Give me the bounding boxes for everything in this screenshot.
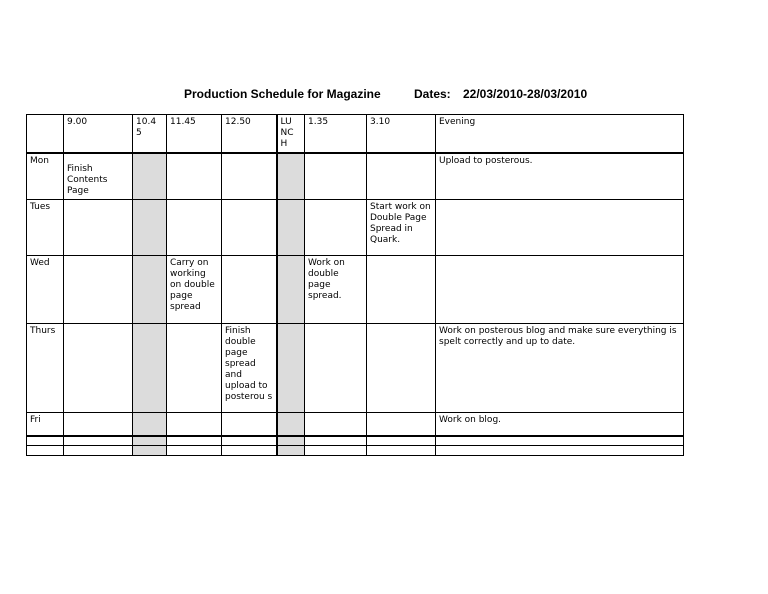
header-cell: 9.00 bbox=[64, 115, 133, 154]
schedule-cell: Start work on Double Page Spread in Quark. bbox=[367, 200, 436, 256]
day-cell: Mon bbox=[27, 153, 64, 200]
header-cell: 10.4 5 bbox=[133, 115, 167, 154]
lunch-cell bbox=[277, 413, 305, 436]
empty-cell bbox=[277, 436, 305, 446]
empty-cell bbox=[27, 436, 64, 446]
day-cell: Tues bbox=[27, 200, 64, 256]
schedule-cell: Upload to posterous. bbox=[436, 153, 684, 200]
schedule-cell: Finish Contents Page bbox=[64, 153, 133, 200]
schedule-cell bbox=[167, 200, 222, 256]
schedule-cell: Work on blog. bbox=[436, 413, 684, 436]
empty-cell bbox=[305, 436, 367, 446]
schedule-cell bbox=[436, 256, 684, 324]
schedule-cell: Work on posterous blog and make sure everything is spelt correctly and up to date. bbox=[436, 324, 684, 413]
lunch-cell bbox=[277, 324, 305, 413]
empty-row bbox=[27, 446, 684, 456]
schedule-cell bbox=[367, 153, 436, 200]
day-cell: Wed bbox=[27, 256, 64, 324]
empty-row bbox=[27, 436, 684, 446]
lunch-cell bbox=[277, 153, 305, 200]
empty-cell bbox=[167, 436, 222, 446]
header-cell-lunch: LU NC H bbox=[277, 115, 305, 154]
table-row bbox=[27, 200, 684, 256]
empty-cell bbox=[222, 436, 277, 446]
empty-cell bbox=[436, 446, 684, 456]
schedule-cell bbox=[305, 200, 367, 256]
empty-cell bbox=[367, 446, 436, 456]
header-cell: 11.45 bbox=[167, 115, 222, 154]
schedule-cell: Carry on working on double page spread bbox=[167, 256, 222, 324]
empty-cell bbox=[305, 446, 367, 456]
empty-cell bbox=[27, 446, 64, 456]
schedule-cell bbox=[64, 256, 133, 324]
schedule-cell bbox=[305, 413, 367, 436]
schedule-table bbox=[26, 114, 684, 456]
schedule-title: Production Schedule for Magazine bbox=[184, 87, 381, 101]
empty-cell bbox=[277, 446, 305, 456]
schedule-cell: Work on double page spread. bbox=[305, 256, 367, 324]
empty-cell bbox=[133, 436, 167, 446]
table-row bbox=[27, 256, 684, 324]
schedule-cell bbox=[436, 200, 684, 256]
schedule-cell bbox=[133, 200, 167, 256]
schedule-cell bbox=[167, 324, 222, 413]
schedule-cell bbox=[222, 413, 277, 436]
dates-value: 22/03/2010-28/03/2010 bbox=[463, 87, 588, 101]
table-row bbox=[27, 324, 684, 413]
document-title bbox=[184, 87, 588, 101]
header-row bbox=[27, 115, 684, 154]
dates-label: Dates: bbox=[414, 87, 451, 101]
schedule-cell bbox=[305, 324, 367, 413]
empty-cell bbox=[64, 446, 133, 456]
day-cell: Fri bbox=[27, 413, 64, 436]
schedule-cell bbox=[222, 256, 277, 324]
schedule-cell bbox=[133, 413, 167, 436]
empty-cell bbox=[222, 446, 277, 456]
header-cell: Evening bbox=[436, 115, 684, 154]
schedule-cell bbox=[64, 413, 133, 436]
schedule-cell bbox=[222, 200, 277, 256]
empty-cell bbox=[64, 436, 133, 446]
schedule-cell bbox=[222, 153, 277, 200]
schedule-cell bbox=[367, 413, 436, 436]
empty-cell bbox=[436, 436, 684, 446]
header-cell: 1.35 bbox=[305, 115, 367, 154]
schedule-cell bbox=[64, 324, 133, 413]
schedule-cell bbox=[167, 153, 222, 200]
table-row bbox=[27, 153, 684, 200]
day-cell: Thurs bbox=[27, 324, 64, 413]
empty-cell bbox=[367, 436, 436, 446]
header-corner bbox=[27, 115, 64, 154]
schedule-cell bbox=[64, 200, 133, 256]
schedule-cell bbox=[305, 153, 367, 200]
schedule-cell bbox=[133, 324, 167, 413]
header-cell: 3.10 bbox=[367, 115, 436, 154]
lunch-cell bbox=[277, 200, 305, 256]
schedule-cell bbox=[367, 256, 436, 324]
schedule-cell bbox=[133, 153, 167, 200]
header-cell: 12.50 bbox=[222, 115, 277, 154]
table-row bbox=[27, 413, 684, 436]
schedule-cell bbox=[167, 413, 222, 436]
schedule-cell bbox=[133, 256, 167, 324]
lunch-cell bbox=[277, 256, 305, 324]
empty-cell bbox=[133, 446, 167, 456]
schedule-cell bbox=[367, 324, 436, 413]
schedule-cell: Finish double page spread and upload to posterou s bbox=[222, 324, 277, 413]
empty-cell bbox=[167, 446, 222, 456]
